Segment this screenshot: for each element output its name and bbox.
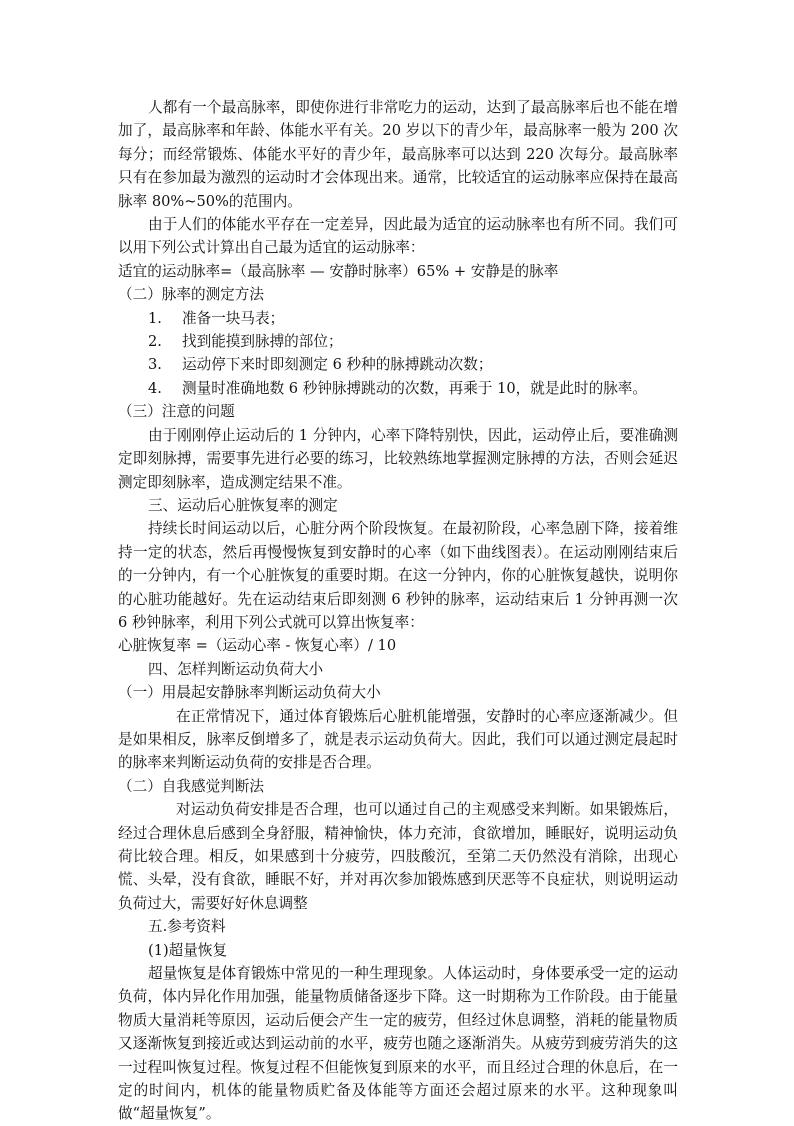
paragraph-morning-pulse: 在正常情况下，通过体育锻炼后心脏机能增强，安静时的心率应逐渐减少。但是如果相反，脉率反倒增多了，就是表示运动负荷大。因此，我们可以通过测定晨起时的脉率来判断运动负荷的安排是否合理。	[118, 707, 678, 772]
paragraph-suitable-pulse: 由于人们的体能水平存在一定差异，因此最为适宜的运动脉率也有所不同。我们可以用下列公式计算出自己最为适宜的运动脉率：	[118, 216, 678, 257]
heading-references: 五.参考资料	[148, 918, 226, 936]
heading-notes: （三）注意的问题	[118, 403, 235, 421]
heading-supercompensation: (1)超量恢复	[148, 941, 228, 959]
formula-heart-recovery: 心脏恢复率 =（运动心率 - 恢复心率）/ 10	[118, 637, 397, 655]
list-number: 2.	[148, 333, 162, 351]
heading-heart-recovery: 三、运动后心脏恢复率的测定	[148, 496, 338, 514]
paragraph-notes: 由于刚刚停止运动后的 1 分钟内，心率下降特别快，因此，运动停止后，要准确测定即刻脉搏，需要事先进行必要的练习，比较熟练地掌握测定脉搏的方法，否则会延迟测定即刻脉率，造成测定结果不准。	[118, 426, 678, 491]
list-text: 测量时准确地数 6 秒钟脉搏跳动的次数，再乘于 10，就是此时的脉率。	[182, 379, 647, 397]
heading-morning-pulse: （一）用晨起安静脉率判断运动负荷大小	[118, 684, 381, 702]
document-page	[118, 96, 678, 1126]
heading-measure-method: （二）脉率的测定方法	[118, 286, 264, 304]
list-number: 3.	[148, 356, 162, 374]
list-number: 4.	[148, 379, 162, 397]
heading-load-judgment: 四、怎样判断运动负荷大小	[148, 660, 324, 678]
paragraph-max-pulse: 人都有一个最高脉率，即使你进行非常吃力的运动，达到了最高脉率后也不能在增加了，最高脉率和年龄、体能水平有关。20 岁以下的青少年，最高脉率一般为 200 次每分；而经常锻炼、体能水平好的青少年，最高脉率可以达到 220 次每分。最高脉率只有在参加最为激烈的运动时才会体现出来。通常，比较适宜的运动脉率应保持在最高脉率 80%~50%的范围内。	[118, 99, 678, 210]
list-text: 找到能摸到脉搏的部位；	[182, 333, 343, 351]
list-text: 运动停下来时即刻测定 6 秒种的脉搏跳动次数；	[182, 356, 493, 374]
paragraph-heart-recovery: 持续长时间运动以后，心脏分两个阶段恢复。在最初阶段，心率急剧下降，接着维持一定的状态，然后再慢慢恢复到安静时的心率（如下曲线图表）。在运动刚刚结束后的一分钟内，有一个心脏恢复的重要时期。在这一分钟内，你的心脏恢复越快，说明你的心脏功能越好。先在运动结束后即刻测 6 秒钟的脉率，运动结束后 1 分钟再测一次 6 秒钟脉率，利用下列公式就可以算出恢复率：	[118, 520, 678, 631]
list-item	[118, 330, 678, 353]
formula-suitable-pulse: 适宜的运动脉率=（最高脉率 — 安静时脉率）65% + 安静是的脉率	[118, 262, 559, 280]
list-item	[118, 307, 678, 330]
paragraph-self-feeling: 对运动负荷安排是否合理，也可以通过自己的主观感受来判断。如果锻炼后，经过合理休息后感到全身舒服，精神愉快，体力充沛，食欲增加，睡眠好，说明运动负荷比较合理。相反，如果感到十分疲劳，四肢酸沉，至第二天仍然没有消除，出现心慌、头晕，没有食欲，睡眠不好，并对再次参加锻炼感到厌恶等不良症状，则说明运动负荷过大，需要好好休息调整	[118, 801, 678, 912]
list-text: 准备一块马表；	[182, 309, 285, 327]
list-item	[118, 377, 678, 400]
list-number: 1.	[148, 309, 162, 327]
heading-self-feeling: （二）自我感觉判断法	[118, 777, 264, 795]
list-item	[118, 353, 678, 376]
paragraph-supercompensation: 超量恢复是体育锻炼中常见的一种生理现象。人体运动时，身体要承受一定的运动负荷，体内异化作用加强，能量物质储备逐步下降。这一时期称为工作阶段。由于能量物质大量消耗等原因，运动后便会产生一定的疲劳，但经过休息调整，消耗的能量物质又逐渐恢复到接近或达到运动前的水平，疲劳也随之逐渐消失。从疲劳到疲劳消失的这一过程叫恢复过程。恢复过程不但能恢复到原来的水平，而且经过合理的休息后，在一定的时间内，机体的能量物质贮备及体能等方面还会超过原来的水平。这种现象叫做“超量恢复”。	[118, 965, 678, 1123]
